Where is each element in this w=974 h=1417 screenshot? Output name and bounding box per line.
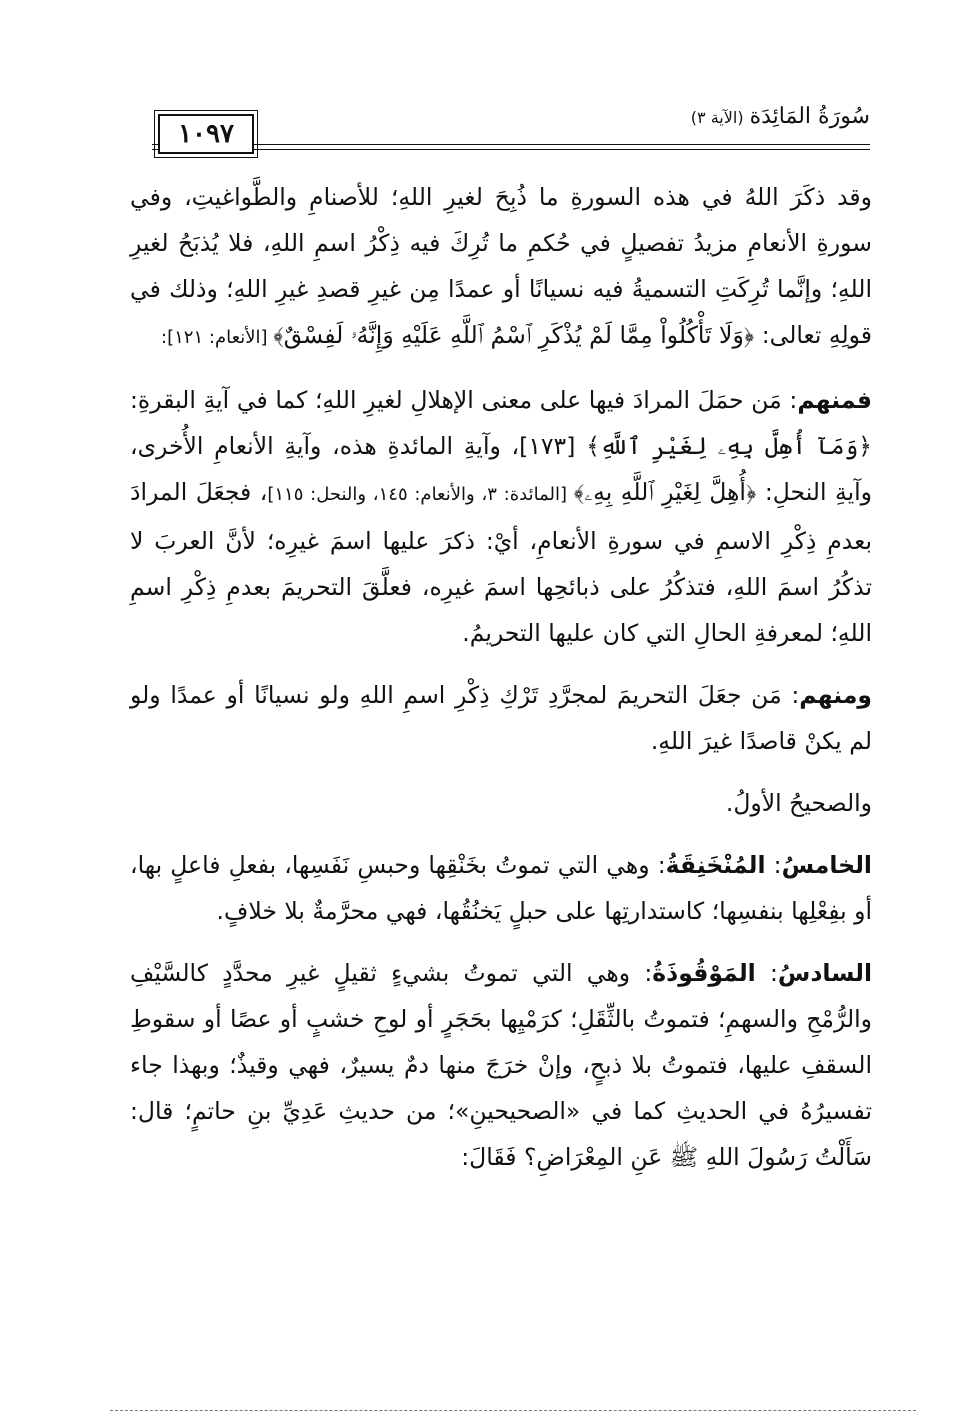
page-number-box xyxy=(158,114,254,154)
paragraph-text: [١٧٣]، وآيةِ المائدةِ هذه، وآيةِ الأنعامِ الأُخرى، وآيةِ النحلِ: xyxy=(130,432,873,506)
paragraph-sixth xyxy=(130,950,872,1180)
header-rule-top xyxy=(152,144,870,145)
paragraph-text: وقد ذكَرَ اللهُ في هذه السورةِ ما ذُبِحَ لغيرِ اللهِ؛ للأصنامِ والطَّواغيتِ، وفي سورةِ الأنعامِ مزيدُ تفصيلٍ في حُكمِ ما تُرِكَ فيه ذِكْرُ اسمِ اللهِ، فلا يُذبَحُ لغيرِ اللهِ؛ وإنَّما تُرِكَتِ التسميةُ فيه نسيانًا أو عمدًا مِن غيرِ قصدِ غيرِ اللهِ؛ وذلك في قولِهِ تعالى: xyxy=(130,183,872,349)
paragraph-fifth xyxy=(130,842,872,934)
body-text xyxy=(130,174,872,1196)
quran-verse: ﴿أُهِلَّ لِغَيْرِ ٱللَّهِ بِهِۦ﴾ xyxy=(573,478,757,506)
ayah-label: (الآية ٣) xyxy=(690,108,744,127)
paragraph-text: : وهي التي تموتُ بخَنْقِها وحبسِ نَفَسِها، بفعلِ فاعلٍ بها، أو بفِعْلِها بنفسِها؛ كاستدارتِها على حبلٍ يَخنُقُها، فهي محرَّمةٌ بلا خلافٍ. xyxy=(130,851,872,925)
paragraph-first-view xyxy=(130,377,872,656)
paragraph-text: : xyxy=(755,959,778,987)
paragraph-text: : مَن حمَلَ المرادَ فيها على معنى الإهلالِ لغيرِ اللهِ؛ كما في آيةِ البقرةِ: xyxy=(130,386,798,414)
verse-reference: [المائدة: ٣، والأنعام: ١٤٥، والنحل: ١١٥] xyxy=(267,484,574,505)
verse-reference: [الأنعام: ١٢١]: xyxy=(161,327,274,348)
quran-verse: ﴿وَلَا تَأْكُلُواْ مِمَّا لَمْ يُذْكَرِ ٱسْمُ ٱللَّهِ عَلَيْهِ وَإِنَّهُۥ لَفِسْقٌ﴾ xyxy=(273,321,755,349)
paragraph-lead: فمنهم xyxy=(797,386,872,414)
paragraph-second-view xyxy=(130,672,872,764)
paragraph-text: : xyxy=(765,851,782,879)
quran-verse: ﴿وَمَآ أُهِلَّ بِهِۦ لِغَيْرِ ٱللَّهِ﴾ xyxy=(586,432,873,460)
paragraph-text: ، فجعَلَ المرادَ بعدمِ ذِكْرِ الاسمِ في سورةِ الأنعامِ، أيْ: ذكرَ عليها اسمَ غيرِه؛ لأنَّ العربَ لا تذكُرُ اسمَ اللهِ، فتذكُرُ على ذبائحِها اسمَ غيرِه، فعلَّقَ التحريمَ بعدمِ ذِكْرِ اسمِ اللهِ؛ لمعرفةِ الحالِ التي كان عليها التحريمُ. xyxy=(130,478,872,647)
defined-term: المُنْخَنِقَةُ xyxy=(665,851,766,879)
header-rule-bottom xyxy=(152,149,870,150)
surah-title: سُورَةُ المَائِدَة xyxy=(749,104,870,129)
footer-rule xyxy=(110,1410,916,1411)
paragraph-text: والصحيحُ الأولُ. xyxy=(725,789,872,817)
paragraph-lead: السادسُ xyxy=(777,959,873,987)
paragraph-lead: ومنهم xyxy=(799,681,872,709)
paragraph-lead: الخامسُ xyxy=(781,851,872,879)
running-title xyxy=(683,104,870,129)
paragraph-conclusion xyxy=(130,780,872,826)
page-header xyxy=(152,100,870,156)
page-number: ١٠٩٧ xyxy=(178,119,234,149)
defined-term: المَوْقُوذَةُ xyxy=(652,959,756,987)
paragraph-text: : مَن جعَلَ التحريمَ لمجرَّدِ تَرْكِ ذِكْرِ اسمِ اللهِ ولو نسيانًا أو عمدًا ولو لم يكنْ قاصدًا غيرَ اللهِ. xyxy=(130,681,872,755)
paragraph-text: : وهي التي تموتُ بشيءٍ ثقيلٍ غيرِ محدَّدٍ كالسَّيْفِ والرُّمْحِ والسهمِ؛ فتموتُ بالثِّقَلِ؛ كرَمْيِها بحَجَرٍ أو لوحِ خشبٍ أو عصًا أو سقوطِ السقفِ عليها، فتموتُ بلا ذبحٍ، وإنْ خرَجَ منها دمٌ يسيرٌ، فهي وقيذٌ؛ وبهذا جاء تفسيرُهُ في الحديثِ كما في «الصحيحينِ»؛ من حديثِ عَدِيِّ بنِ حاتمٍ؛ قال: سَأَلْتُ رَسُولَ اللهِ ﷺ عَنِ المِعْرَاضِ؟ فَقَالَ: xyxy=(130,959,872,1171)
paragraph-intro xyxy=(130,174,872,361)
